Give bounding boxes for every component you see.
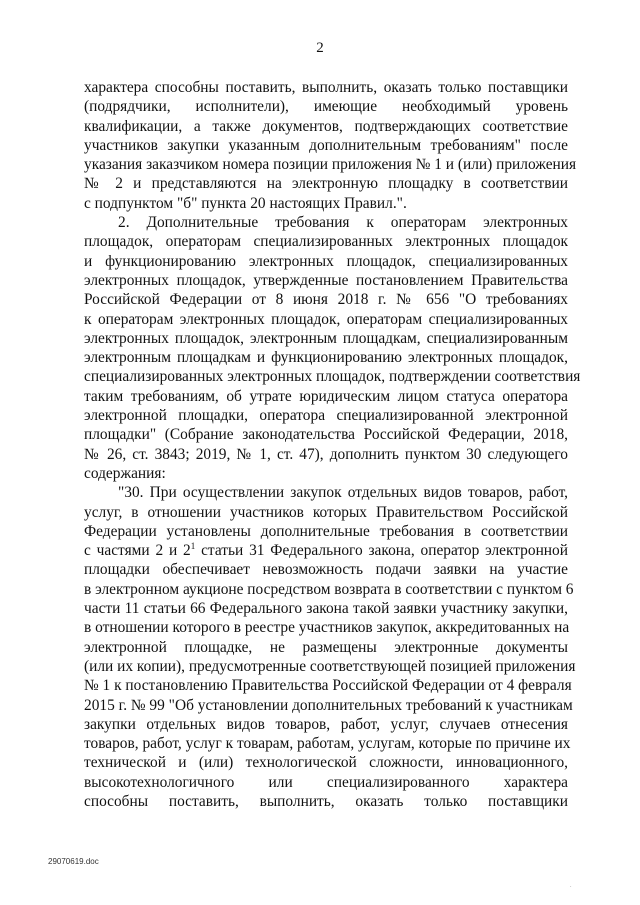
text-line: в электронном аукционе посредством возврата в соответствии с пунктом 6	[84, 580, 574, 598]
text-line: специализированных электронных площадок, подтверждении соответствия	[84, 368, 581, 386]
text-line-part: статьи 31 Федерального закона, оператор электронной	[195, 542, 568, 560]
text-line: площадки обеспечивает невозможность подачи заявки на участие	[84, 561, 568, 579]
text-line: электронных площадок, электронным площадкам, специализированным	[84, 329, 568, 347]
document-body	[84, 78, 581, 811]
text-line: способны поставить, выполнить, оказать только поставщики	[84, 792, 568, 810]
text-line: Российской Федерации от 8 июня 2018 г. № 656 "О требованиях	[84, 291, 568, 309]
text-line: технической и (или) технологической сложности, инновационного,	[84, 754, 568, 772]
text-line: Федерации установлены дополнительные требования в соответствии	[84, 522, 568, 540]
text-line: "30. При осуществлении закупок отдельных видов товаров, работ,	[118, 484, 568, 502]
text-line: (или их копии), предусмотренные соответствующей позицией приложения	[84, 657, 576, 675]
text-line: и функционированию электронных площадок, специализированных	[84, 252, 568, 270]
footer-file-code: 29070619.doc	[48, 857, 99, 866]
page-number: 2	[316, 40, 324, 56]
text-line: к операторам электронных площадок, операторам специализированных	[84, 310, 568, 328]
text-line: 2. Дополнительные требования к операторам электронных	[118, 214, 568, 232]
text-line: № 2 и представляются на электронную площадку в соответствии	[84, 175, 568, 193]
text-line: площадок, операторам специализированных электронных площадок	[84, 233, 568, 251]
text-line: закупки отдельных видов товаров, работ, услуг, случаев отнесения	[84, 715, 568, 733]
text-line: электронных площадок, утвержденные постановлением Правительства	[84, 271, 568, 289]
text-line: товаров, работ, услуг к товарам, работам, услугам, которые по причине их	[84, 735, 571, 753]
text-line: (подрядчики, исполнители), имеющие необходимый уровень	[84, 98, 568, 116]
text-line: электронным площадкам и функционированию электронных площадок,	[84, 349, 568, 367]
text-line: 2015 г. № 99 "Об установлении дополнительных требований к участникам	[84, 696, 573, 714]
text-line: содержания:	[84, 464, 166, 482]
corner-mark: .	[570, 883, 572, 889]
text-line: площадки" (Собрание законодательства Российской Федерации, 2018,	[84, 426, 568, 444]
superscript: 1	[190, 541, 196, 551]
text-line: услуг, в отношении участников которых Правительством Российской	[84, 503, 568, 521]
text-line: таким требованиям, об утрате юридическим лицом статуса оператора	[84, 387, 568, 405]
text-line: электронной площадки, оператора специализированной электронной	[84, 407, 568, 425]
text-line: участников закупки указанным дополнительным требованиям" после	[84, 136, 568, 154]
text-line-part: с частями 2 и 2	[84, 542, 191, 560]
text-line	[84, 541, 568, 560]
text-line: № 26, ст. 3843; 2019, № 1, ст. 47), дополнить пунктом 30 следующего	[84, 445, 568, 463]
text-line: характера способны поставить, выполнить, оказать только поставщики	[84, 79, 568, 96]
text-line: № 1 к постановлению Правительства Российской Федерации от 4 февраля	[84, 677, 572, 695]
text-line: высокотехнологичного или специализированного характера	[84, 773, 568, 791]
text-line: квалификации, а также документов, подтверждающих соответствие	[84, 117, 568, 135]
text-line: части 11 статьи 66 Федерального закона такой заявки участнику закупки,	[84, 600, 568, 618]
text-line: с подпунктом "б" пункта 20 настоящих Правил.".	[84, 194, 407, 212]
text-line: электронной площадке, не размещены электронные документы	[84, 638, 568, 656]
text-line: в отношении которого в реестре участников закупок, аккредитованных на	[84, 619, 570, 637]
text-line: указания заказчиком номера позиции приложения № 1 и (или) приложения	[84, 156, 577, 174]
